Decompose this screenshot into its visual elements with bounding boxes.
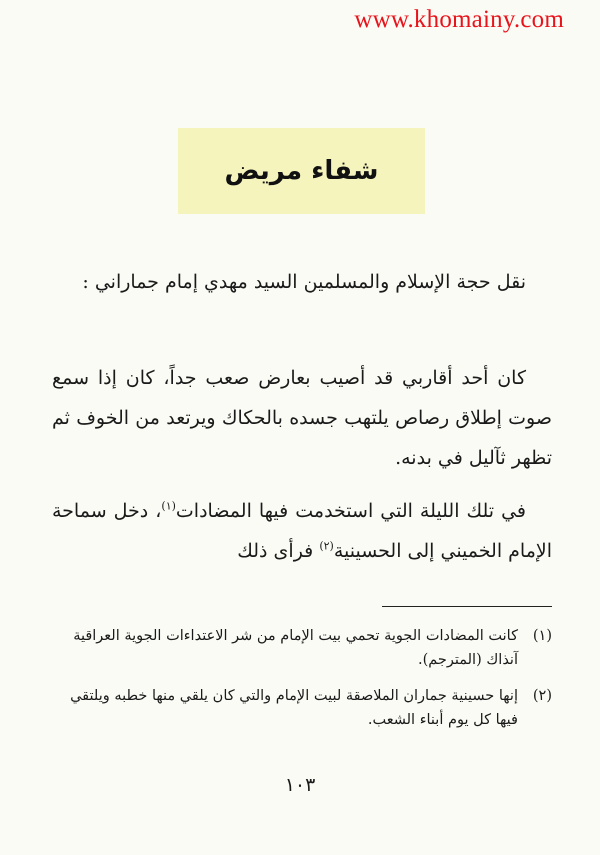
footnote-1 — [46, 624, 552, 672]
footnote-divider — [382, 606, 552, 607]
footnote-number: (٢) — [532, 688, 552, 704]
footnote-text: إنها حسينية جماران الملاصقة لبيت الإمام والتي كان يلقي منها خطبه ويلتقي فيها كل يوم أبناء الشعب. — [70, 688, 518, 728]
title-box — [178, 128, 425, 214]
footnote-ref-1: (١) — [161, 499, 176, 513]
paragraph-night-part-a: في تلك الليلة التي استخدمت فيها المضادات — [175, 500, 527, 522]
website-watermark: www.khomainy.com — [354, 6, 564, 33]
page-title: شفاء مريض — [224, 156, 379, 186]
paragraph-intro: نقل حجة الإسلام والمسلمين السيد مهدي إمام جماراني : — [82, 271, 526, 293]
footnote-text: كانت المضادات الجوية تحمي بيت الإمام من شر الاعتداءات الجوية العراقية آنذاك (المترجم). — [73, 628, 518, 668]
page-number: ١٠٣ — [284, 774, 316, 796]
paragraph-story: كان أحد أقاربي قد أصيب بعارض صعب جداً، كان إذا سمع صوت إطلاق رصاص يلتهب جسده بالحكاك ويرتعد من الخوف ثم تظهر ثآليل في بدنه. — [52, 367, 552, 469]
paragraph-night — [52, 491, 552, 571]
footnote-2 — [46, 684, 552, 732]
footnote-ref-2: (٢) — [319, 539, 334, 553]
footnote-number: (١) — [532, 628, 552, 644]
paragraph-night-part-c: فرأى ذلك — [237, 540, 320, 562]
paragraph-night-part-b: ، دخل سماحة الإمام الخميني إلى الحسينية — [52, 500, 552, 562]
